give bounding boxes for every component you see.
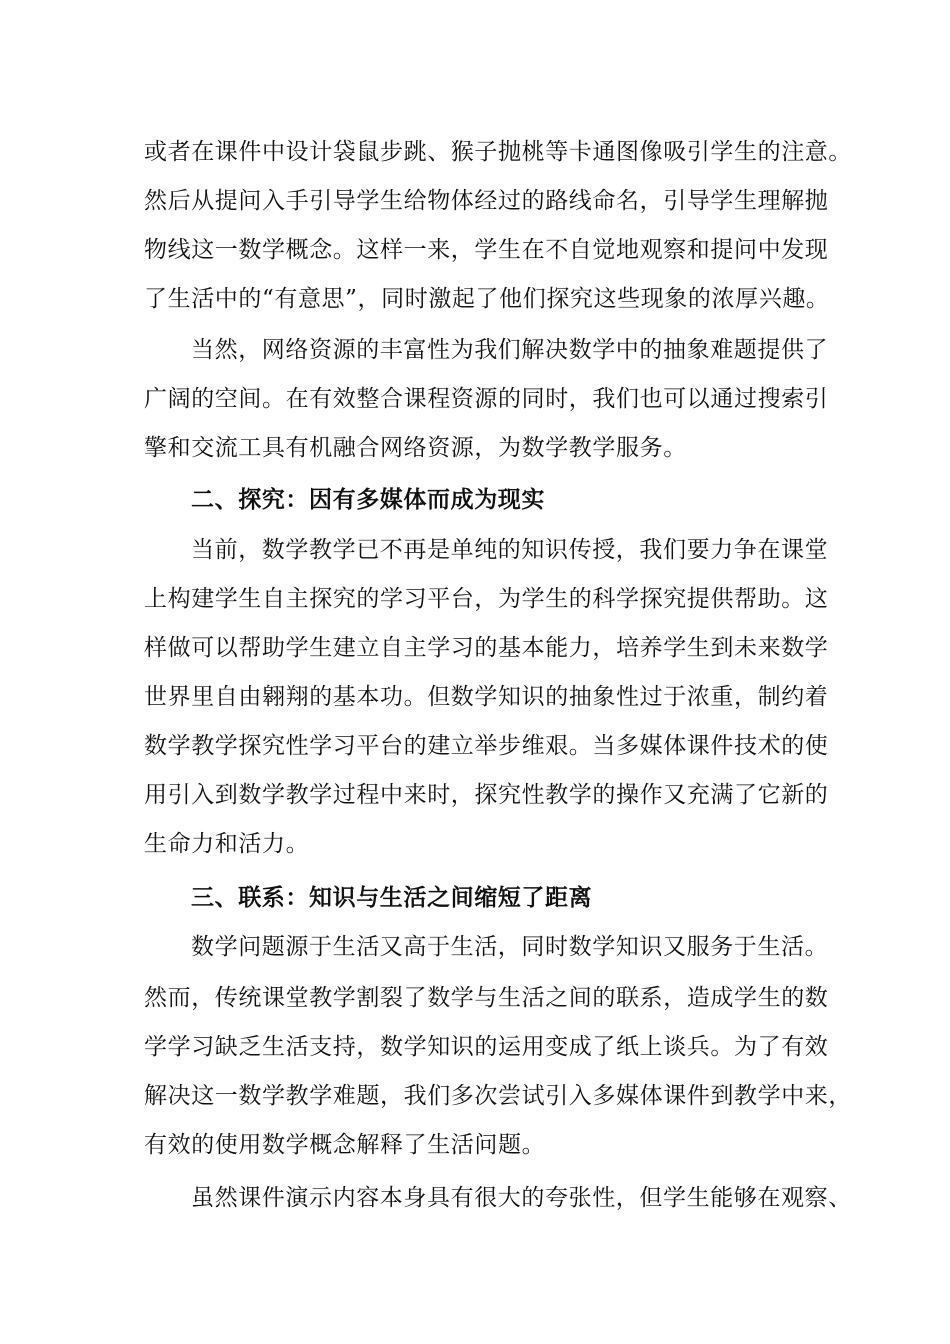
paragraph-line: 样做可以帮助学生建立自主学习的基本能力，培养学生到未来数学 <box>144 635 829 661</box>
paragraph-line: 解决这一数学教学难题，我们多次尝试引入多媒体课件到教学中来， <box>144 1083 852 1109</box>
paragraph-line: 或者在课件中设计袋鼠步跳、猴子抛桃等卡通图像吸引学生的注意。 <box>144 139 852 165</box>
paragraph-line: 学学习缺乏生活支持，数学知识的运用变成了纸上谈兵。为了有效 <box>144 1034 829 1060</box>
paragraph-line: 世界里自由翱翔的基本功。但数学知识的抽象性过于浓重，制约着 <box>144 684 829 710</box>
paragraph-line: 用引入到数学教学过程中来时，探究性教学的操作又充满了它新的 <box>144 782 829 808</box>
section-heading: 三、联系：知识与生活之间缩短了距离 <box>191 884 593 911</box>
paragraph-line: 了生活中的“有意思”，同时激起了他们探究这些现象的浓厚兴趣。 <box>144 286 830 312</box>
paragraph-line: 擎和交流工具有机融合网络资源，为数学教学服务。 <box>144 435 687 461</box>
paragraph-line: 有效的使用数学概念解释了生活问题。 <box>144 1132 546 1158</box>
paragraph-line: 广阔的空间。在有效整合课程资源的同时，我们也可以通过搜索引 <box>144 386 829 412</box>
section-heading: 二、探究：因有多媒体而成为现实 <box>191 486 545 513</box>
paragraph-line: 生命力和活力。 <box>144 831 310 857</box>
paragraph-line: 虽然课件演示内容本身具有很大的夸张性，但学生能够在观察、 <box>191 1185 852 1211</box>
paragraph-line: 然而，传统课堂教学割裂了数学与生活之间的联系，造成学生的数 <box>144 985 829 1011</box>
paragraph-line: 当然，网络资源的丰富性为我们解决数学中的抽象难题提供了 <box>191 337 829 363</box>
paragraph-line: 数学教学探究性学习平台的建立举步维艰。当多媒体课件技术的使 <box>144 733 829 759</box>
paragraph-line: 当前，数学教学已不再是单纯的知识传授，我们要力争在课堂 <box>191 537 829 563</box>
paragraph-line: 物线这一数学概念。这样一来，学生在不自觉地观察和提问中发现 <box>144 237 829 263</box>
paragraph-line: 数学问题源于生活又高于生活，同时数学知识又服务于生活。 <box>191 934 829 960</box>
paragraph-line: 上构建学生自主探究的学习平台，为学生的科学探究提供帮助。这 <box>144 586 829 612</box>
paragraph-line: 然后从提问入手引导学生给物体经过的路线命名，引导学生理解抛 <box>144 188 829 214</box>
